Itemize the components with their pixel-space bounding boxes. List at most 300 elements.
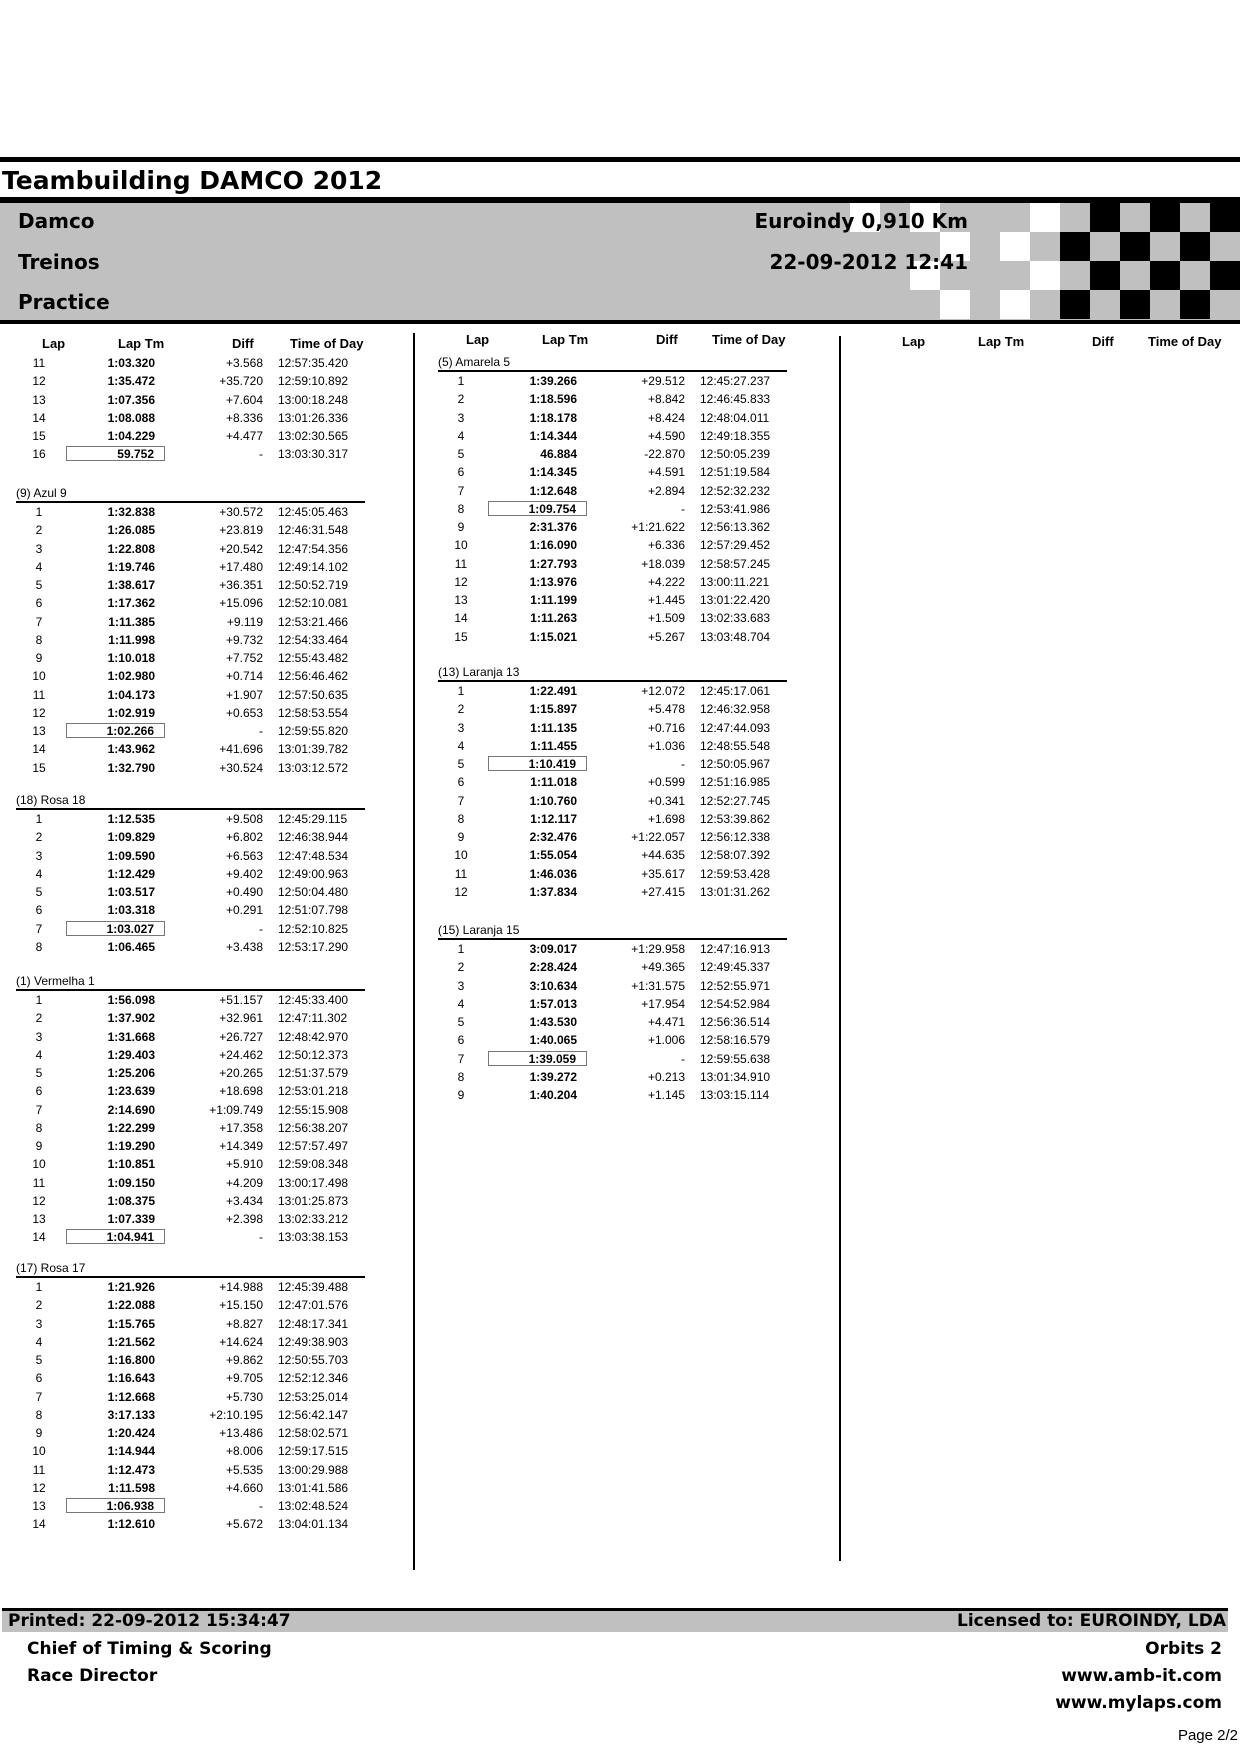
time-of-day: 12:56:38.207 bbox=[278, 1120, 349, 1135]
lap-number: 3 bbox=[35, 1029, 43, 1044]
lap-time: 1:09.150 bbox=[107, 1175, 155, 1190]
flag-square bbox=[970, 261, 1000, 290]
lap-row bbox=[438, 536, 798, 554]
lap-row bbox=[16, 1028, 376, 1046]
lap-time: 1:10.851 bbox=[107, 1157, 155, 1172]
time-of-day: 12:53:17.290 bbox=[278, 939, 349, 954]
lap-row bbox=[438, 390, 798, 408]
lap-time: 1:06.465 bbox=[107, 939, 155, 954]
lap-row bbox=[16, 649, 376, 667]
lap-time: 1:13.976 bbox=[529, 574, 577, 589]
lap-diff: - bbox=[259, 921, 263, 936]
col2-head-diff: Diff bbox=[656, 332, 678, 347]
lap-row bbox=[16, 1369, 376, 1387]
lap-diff: - bbox=[681, 1051, 685, 1066]
lap-time: 1:32.838 bbox=[107, 505, 155, 519]
time-of-day: 12:50:04.480 bbox=[278, 885, 349, 899]
lap-row bbox=[16, 865, 376, 883]
lap-diff: +9.732 bbox=[225, 632, 263, 647]
time-of-day: 12:49:45.337 bbox=[700, 960, 771, 975]
time-of-day: 12:52:55.971 bbox=[700, 978, 771, 993]
lap-time: 1:21.926 bbox=[107, 1280, 155, 1294]
time-of-day: 12:46:32.958 bbox=[700, 702, 771, 717]
lap-row bbox=[438, 828, 798, 846]
lap-row bbox=[16, 594, 376, 612]
time-of-day: 12:59:08.348 bbox=[278, 1157, 349, 1172]
lap-time-best: 1:39.059 bbox=[488, 1051, 587, 1066]
lap-diff: +1:21.622 bbox=[631, 520, 685, 534]
lap-diff: +0.714 bbox=[225, 669, 263, 684]
lap-time: 1:14.944 bbox=[107, 1444, 155, 1459]
flag-square bbox=[1210, 261, 1240, 290]
lap-time-best: 1:04.941 bbox=[66, 1229, 165, 1244]
lap-diff: +35.720 bbox=[219, 374, 263, 389]
lap-row bbox=[438, 846, 798, 864]
lap-number: 11 bbox=[32, 1175, 46, 1190]
lap-row bbox=[16, 372, 376, 390]
lap-number: 2 bbox=[35, 830, 43, 845]
lap-number: 10 bbox=[454, 848, 468, 863]
lap-time-best: 1:10.419 bbox=[488, 756, 587, 771]
lap-number: 5 bbox=[35, 885, 43, 899]
time-of-day: 12:48:55.548 bbox=[700, 738, 771, 753]
lap-diff: +8.827 bbox=[225, 1316, 263, 1331]
time-of-day: 12:45:17.061 bbox=[700, 684, 771, 698]
lap-time: 1:43.962 bbox=[107, 742, 155, 757]
time-of-day: 12:51:37.579 bbox=[278, 1066, 349, 1080]
lap-number: 2 bbox=[35, 523, 43, 538]
lap-time: 1:25.206 bbox=[107, 1066, 155, 1080]
lap-row bbox=[16, 722, 376, 740]
flag-square bbox=[1150, 261, 1180, 290]
lap-number: 2 bbox=[35, 1298, 43, 1313]
lap-diff: +1.036 bbox=[647, 738, 685, 753]
time-of-day: 13:00:17.498 bbox=[278, 1175, 349, 1190]
lap-row bbox=[438, 682, 798, 700]
lap-diff: +4.591 bbox=[647, 465, 685, 480]
lap-row bbox=[16, 759, 376, 777]
lap-number: 8 bbox=[457, 811, 465, 826]
lap-number: 2 bbox=[457, 702, 465, 717]
lap-time-best: 1:06.938 bbox=[66, 1498, 165, 1513]
lap-row bbox=[438, 463, 798, 481]
lap-row bbox=[438, 958, 798, 976]
lap-row bbox=[438, 810, 798, 828]
chief-of-timing-label: Chief of Timing & Scoring bbox=[27, 1639, 272, 1659]
time-of-day: 13:01:26.336 bbox=[278, 410, 349, 425]
lap-number: 4 bbox=[457, 428, 465, 443]
col1-head-lap: Lap bbox=[42, 336, 66, 351]
time-of-day: 12:51:07.798 bbox=[278, 903, 349, 918]
col2-head-tod: Time of Day bbox=[712, 332, 786, 347]
website-amb[interactable]: www.amb-it.com bbox=[1061, 1666, 1222, 1686]
lap-number: 13 bbox=[32, 1499, 46, 1513]
lap-diff: +15.096 bbox=[219, 596, 263, 611]
lap-time: 1:37.834 bbox=[529, 884, 577, 899]
lap-number: 12 bbox=[454, 574, 468, 589]
time-of-day: 12:46:31.548 bbox=[278, 523, 349, 538]
lap-diff: +5.535 bbox=[225, 1462, 263, 1477]
lap-row bbox=[16, 1064, 376, 1082]
lap-time: 1:29.403 bbox=[107, 1047, 155, 1062]
lap-diff: +0.716 bbox=[647, 720, 685, 735]
lap-diff: +8.006 bbox=[225, 1444, 263, 1459]
flag-square bbox=[1030, 261, 1060, 290]
lap-diff: - bbox=[681, 757, 685, 771]
lap-row bbox=[16, 445, 376, 463]
time-of-day: 12:56:36.514 bbox=[700, 1015, 771, 1029]
lap-diff: +41.696 bbox=[219, 742, 263, 757]
lap-diff: +23.819 bbox=[219, 523, 263, 538]
lap-time: 1:18.596 bbox=[529, 392, 577, 407]
lap-number: 11 bbox=[32, 687, 46, 702]
lap-diff: +0.599 bbox=[647, 775, 685, 790]
time-of-day: 12:55:15.908 bbox=[278, 1102, 349, 1117]
lap-time: 1:56.098 bbox=[107, 993, 155, 1007]
time-of-day: 12:52:10.825 bbox=[278, 921, 349, 936]
flag-square bbox=[1120, 290, 1150, 319]
lap-row bbox=[438, 995, 798, 1013]
time-of-day: 12:45:29.115 bbox=[278, 812, 348, 826]
flag-square bbox=[1000, 232, 1030, 261]
track-name: Euroindy 0,910 Km bbox=[754, 209, 968, 233]
lap-row bbox=[438, 609, 798, 627]
lap-number: 10 bbox=[32, 1157, 46, 1172]
lap-diff: +3.438 bbox=[225, 939, 263, 954]
lap-diff: +9.862 bbox=[225, 1353, 263, 1367]
time-of-day: 12:54:33.464 bbox=[278, 632, 349, 647]
lap-time: 1:11.199 bbox=[530, 593, 577, 607]
lap-number: 6 bbox=[35, 1084, 43, 1099]
lap-diff: +14.349 bbox=[219, 1139, 263, 1153]
lap-time: 1:11.135 bbox=[530, 720, 577, 735]
lap-row bbox=[16, 540, 376, 558]
lap-time: 1:04.229 bbox=[107, 429, 155, 443]
lap-row bbox=[438, 1031, 798, 1049]
time-of-day: 12:51:16.985 bbox=[700, 775, 771, 790]
lap-row bbox=[16, 1137, 376, 1155]
session-datetime: 22-09-2012 12:41 bbox=[769, 250, 968, 274]
time-of-day: 13:01:34.910 bbox=[700, 1069, 771, 1084]
lap-number: 3 bbox=[457, 978, 465, 993]
lap-time: 1:15.021 bbox=[529, 629, 577, 644]
lap-row bbox=[438, 518, 798, 536]
lap-row bbox=[438, 737, 798, 755]
time-of-day: 12:45:27.237 bbox=[700, 374, 771, 388]
lap-time: 1:07.339 bbox=[107, 1212, 155, 1226]
lap-number: 3 bbox=[35, 1316, 43, 1331]
lap-row bbox=[438, 445, 798, 463]
lap-time: 1:10.018 bbox=[107, 651, 155, 665]
lap-time: 2:32.476 bbox=[529, 830, 577, 844]
lap-number: 6 bbox=[457, 1033, 465, 1048]
lap-number: 3 bbox=[35, 541, 43, 556]
lap-number: 4 bbox=[457, 738, 465, 753]
lap-number: 6 bbox=[35, 596, 43, 611]
lap-time: 1:16.800 bbox=[107, 1353, 155, 1367]
lap-number: 3 bbox=[457, 410, 465, 425]
lap-row bbox=[16, 1424, 376, 1442]
lap-time: 1:22.299 bbox=[107, 1120, 155, 1135]
time-of-day: 13:03:38.153 bbox=[278, 1230, 349, 1245]
time-of-day: 12:47:01.576 bbox=[278, 1298, 349, 1313]
lap-number: 3 bbox=[35, 848, 43, 863]
lap-number: 14 bbox=[32, 410, 46, 425]
lap-time: 2:31.376 bbox=[529, 520, 577, 534]
time-of-day: 12:45:33.400 bbox=[278, 993, 349, 1007]
lap-row bbox=[16, 1479, 376, 1497]
lap-diff: -22.870 bbox=[644, 447, 685, 461]
lap-row bbox=[16, 1174, 376, 1192]
lap-row bbox=[16, 576, 376, 594]
lap-number: 7 bbox=[35, 614, 43, 629]
lap-diff: +1.907 bbox=[225, 687, 263, 702]
time-of-day: 13:00:11.221 bbox=[700, 574, 770, 589]
lap-number: 14 bbox=[32, 1230, 46, 1245]
lap-time: 1:22.808 bbox=[107, 541, 155, 556]
lap-number: 6 bbox=[35, 1371, 43, 1386]
time-of-day: 12:50:05.967 bbox=[700, 757, 771, 771]
lap-time: 1:40.204 bbox=[529, 1088, 577, 1102]
time-of-day: 12:58:02.571 bbox=[278, 1426, 349, 1440]
lap-number: 8 bbox=[35, 1407, 43, 1422]
flag-square bbox=[1060, 232, 1090, 261]
lap-row bbox=[16, 1497, 376, 1515]
lap-number: 8 bbox=[35, 632, 43, 647]
time-of-day: 12:58:57.245 bbox=[700, 556, 771, 571]
lap-diff: +1.698 bbox=[647, 811, 685, 826]
lap-time: 1:02.919 bbox=[107, 705, 155, 720]
time-of-day: 13:02:48.524 bbox=[278, 1499, 349, 1513]
lap-number: 11 bbox=[454, 556, 468, 571]
lap-diff: +14.988 bbox=[219, 1280, 263, 1294]
lap-number: 6 bbox=[35, 903, 43, 918]
lap-time: 1:16.643 bbox=[107, 1371, 155, 1386]
lap-time: 1:22.088 bbox=[107, 1298, 155, 1313]
lap-diff: +1:22.057 bbox=[631, 830, 685, 844]
time-of-day: 13:00:29.988 bbox=[278, 1462, 349, 1477]
lap-number: 1 bbox=[457, 374, 465, 388]
lap-row bbox=[438, 755, 798, 773]
time-of-day: 12:57:35.420 bbox=[278, 356, 349, 370]
lap-time: 1:08.088 bbox=[107, 410, 155, 425]
lap-row bbox=[16, 631, 376, 649]
website-mylaps[interactable]: www.mylaps.com bbox=[1055, 1693, 1222, 1713]
time-of-day: 12:49:18.355 bbox=[700, 428, 771, 443]
lap-time: 1:11.998 bbox=[108, 632, 155, 647]
time-of-day: 13:02:33.683 bbox=[700, 611, 771, 626]
lap-diff: +7.752 bbox=[225, 651, 263, 665]
lap-time: 1:15.897 bbox=[529, 702, 577, 717]
col1-head-diff: Diff bbox=[232, 336, 254, 351]
lap-row bbox=[438, 1086, 798, 1104]
flag-square bbox=[1030, 203, 1060, 232]
lap-time: 1:09.829 bbox=[107, 830, 155, 845]
lap-diff: +2:10.195 bbox=[209, 1407, 263, 1422]
lap-diff: +51.157 bbox=[219, 993, 263, 1007]
time-of-day: 12:55:43.482 bbox=[278, 651, 349, 665]
lap-number: 1 bbox=[35, 1280, 43, 1294]
lap-diff: +1:31.575 bbox=[631, 978, 685, 993]
lap-row bbox=[16, 558, 376, 576]
lap-diff: +0.490 bbox=[225, 885, 263, 899]
col2-head-lap: Lap bbox=[466, 332, 490, 347]
lap-number: 15 bbox=[32, 760, 46, 775]
lap-number: 2 bbox=[457, 960, 465, 975]
lap-time: 1:43.530 bbox=[529, 1015, 577, 1029]
time-of-day: 12:53:01.218 bbox=[278, 1084, 349, 1099]
lap-diff: +1.445 bbox=[647, 593, 685, 607]
time-of-day: 13:02:30.565 bbox=[278, 429, 349, 443]
lap-number: 2 bbox=[457, 392, 465, 407]
lap-number: 4 bbox=[35, 559, 43, 574]
lap-row bbox=[16, 427, 376, 445]
lap-diff: +27.415 bbox=[641, 884, 685, 899]
lap-row bbox=[16, 828, 376, 846]
time-of-day: 13:02:33.212 bbox=[278, 1212, 349, 1226]
time-of-day: 12:45:39.488 bbox=[278, 1280, 349, 1294]
lap-time-best: 1:09.754 bbox=[488, 501, 587, 516]
lap-number: 12 bbox=[454, 884, 468, 899]
lap-diff: +9.508 bbox=[225, 812, 263, 826]
lap-diff: +4.471 bbox=[647, 1015, 685, 1029]
time-of-day: 12:58:07.392 bbox=[700, 848, 771, 863]
lap-time: 2:28.424 bbox=[529, 960, 577, 975]
flag-square bbox=[1180, 290, 1210, 319]
time-of-day: 12:53:21.466 bbox=[278, 614, 349, 629]
lap-time: 1:15.765 bbox=[107, 1316, 155, 1331]
lap-number: 12 bbox=[32, 374, 46, 389]
lap-number: 9 bbox=[35, 1139, 43, 1153]
lap-number: 11 bbox=[454, 866, 468, 881]
lap-row bbox=[16, 901, 376, 919]
lap-row bbox=[438, 940, 798, 958]
lap-diff: +18.039 bbox=[641, 556, 685, 571]
lap-row bbox=[438, 628, 798, 646]
lap-number: 5 bbox=[35, 1066, 43, 1080]
lap-time: 1:17.362 bbox=[107, 596, 155, 611]
lap-number: 12 bbox=[32, 1193, 46, 1208]
session-name: Treinos bbox=[18, 250, 100, 274]
lap-diff: +1:09.749 bbox=[209, 1102, 263, 1117]
time-of-day: 12:52:27.745 bbox=[700, 793, 771, 808]
lap-row bbox=[438, 792, 798, 810]
lap-number: 10 bbox=[32, 1444, 46, 1459]
lap-row bbox=[16, 810, 376, 828]
lap-time: 1:08.375 bbox=[107, 1193, 155, 1208]
lap-diff: +1:29.958 bbox=[631, 942, 685, 956]
lap-time: 3:09.017 bbox=[529, 942, 577, 956]
time-of-day: 12:59:55.820 bbox=[278, 724, 349, 738]
lap-time: 1:19.290 bbox=[107, 1139, 155, 1153]
lap-number: 4 bbox=[35, 866, 43, 881]
time-of-day: 12:59:55.638 bbox=[700, 1051, 771, 1066]
driver-name: (1) Vermelha 1 bbox=[16, 974, 95, 988]
lap-number: 5 bbox=[457, 1015, 465, 1029]
lap-diff: +36.351 bbox=[219, 578, 263, 592]
time-of-day: 12:56:13.362 bbox=[700, 520, 771, 534]
lap-diff: +8.424 bbox=[647, 410, 685, 425]
lap-row bbox=[16, 1009, 376, 1027]
time-of-day: 12:49:00.963 bbox=[278, 866, 349, 881]
lap-number: 1 bbox=[457, 942, 465, 956]
lap-time: 1:18.178 bbox=[529, 410, 577, 425]
lap-row bbox=[16, 686, 376, 704]
time-of-day: 13:03:30.317 bbox=[278, 447, 349, 462]
lap-row bbox=[16, 503, 376, 521]
lap-diff: +17.480 bbox=[219, 559, 263, 574]
lap-diff: +9.402 bbox=[225, 866, 263, 881]
lap-number: 5 bbox=[457, 447, 465, 461]
time-of-day: 13:01:25.873 bbox=[278, 1193, 349, 1208]
lap-number: 7 bbox=[457, 793, 465, 808]
lap-time-best: 1:03.027 bbox=[66, 921, 165, 936]
flag-square bbox=[1150, 203, 1180, 232]
lap-diff: +0.341 bbox=[647, 793, 685, 808]
lap-number: 13 bbox=[32, 392, 46, 407]
lap-row bbox=[16, 1388, 376, 1406]
lap-row bbox=[438, 773, 798, 791]
lap-diff: +8.336 bbox=[225, 410, 263, 425]
session-type: Practice bbox=[18, 290, 110, 314]
column-separator-1 bbox=[413, 333, 415, 1570]
lap-time: 1:11.455 bbox=[530, 738, 577, 753]
printed-timestamp: Printed: 22-09-2012 15:34:47 bbox=[8, 1611, 291, 1631]
lap-diff: +9.705 bbox=[225, 1371, 263, 1386]
lap-diff: +5.478 bbox=[647, 702, 685, 717]
lap-number: 9 bbox=[35, 1426, 43, 1440]
lap-diff: - bbox=[259, 1230, 263, 1245]
lap-number: 9 bbox=[457, 830, 465, 844]
lap-number: 16 bbox=[32, 447, 46, 462]
lap-number: 5 bbox=[35, 578, 43, 592]
lap-row bbox=[16, 920, 376, 938]
lap-diff: +18.698 bbox=[219, 1084, 263, 1099]
lap-time: 1:38.617 bbox=[107, 578, 155, 592]
lap-number: 6 bbox=[457, 775, 465, 790]
lap-row bbox=[438, 865, 798, 883]
lap-number: 14 bbox=[454, 611, 468, 626]
lap-row bbox=[16, 354, 376, 372]
lap-row bbox=[16, 883, 376, 901]
lap-time: 1:09.590 bbox=[107, 848, 155, 863]
lap-diff: +24.462 bbox=[219, 1047, 263, 1062]
lap-time-best: 1:02.266 bbox=[66, 723, 165, 738]
lap-row bbox=[16, 1119, 376, 1137]
lap-time: 1:19.746 bbox=[107, 559, 155, 574]
lap-diff: +14.624 bbox=[219, 1334, 263, 1349]
lap-diff: +4.590 bbox=[647, 428, 685, 443]
lap-time-best: 59.752 bbox=[66, 446, 165, 461]
lap-diff: +4.209 bbox=[225, 1175, 263, 1190]
lap-time: 1:26.085 bbox=[107, 523, 155, 538]
col3-head-diff: Diff bbox=[1092, 334, 1114, 349]
lap-number: 15 bbox=[32, 429, 46, 443]
driver-name: (5) Amarela 5 bbox=[438, 355, 511, 369]
lap-time: 1:07.356 bbox=[107, 392, 155, 407]
time-of-day: 12:47:54.356 bbox=[278, 541, 349, 556]
lap-diff: +49.365 bbox=[641, 960, 685, 975]
lap-row bbox=[438, 500, 798, 518]
driver-name: (18) Rosa 18 bbox=[16, 793, 86, 807]
top-rule bbox=[0, 157, 1240, 162]
lap-diff: +20.265 bbox=[219, 1066, 263, 1080]
lap-number: 14 bbox=[32, 742, 46, 757]
lap-number: 14 bbox=[32, 1517, 46, 1532]
time-of-day: 12:59:10.892 bbox=[278, 374, 349, 389]
time-of-day: 12:54:52.984 bbox=[700, 996, 771, 1011]
lap-number: 11 bbox=[32, 356, 46, 370]
